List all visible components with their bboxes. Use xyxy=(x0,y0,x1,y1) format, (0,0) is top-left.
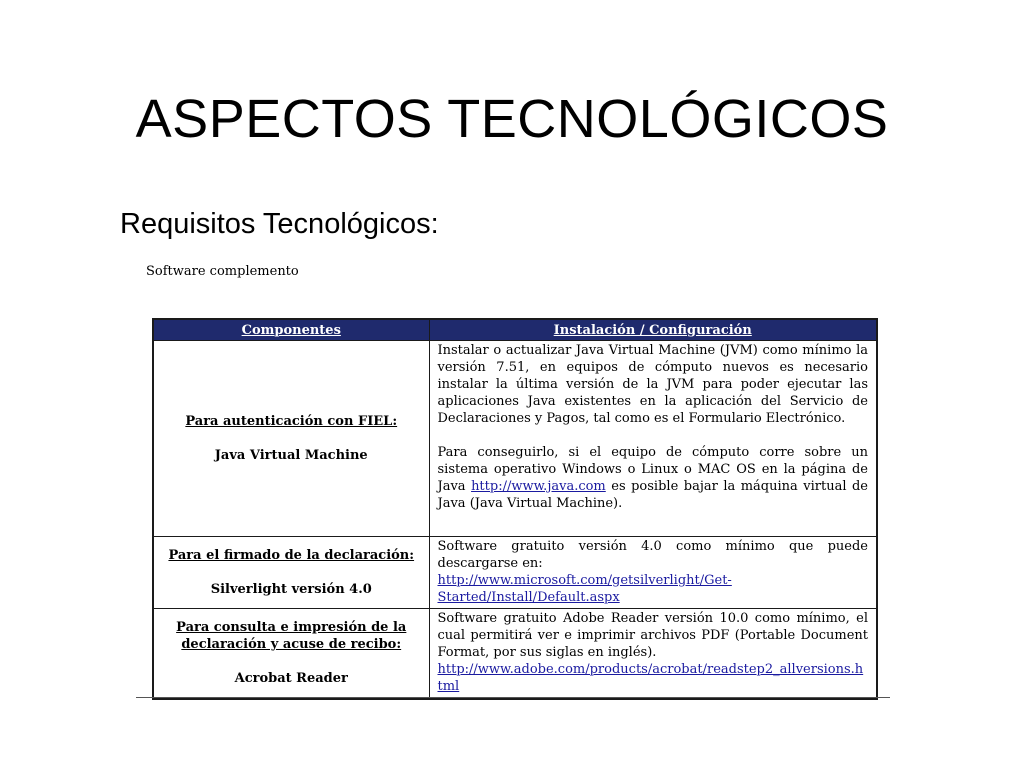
component-heading: Para autenticación con FIEL: xyxy=(185,414,398,429)
component-cell xyxy=(153,537,429,609)
java-link[interactable]: http://www.java.com xyxy=(471,479,606,494)
slide-title: ASPECTOS TECNOLÓGICOS xyxy=(135,89,889,149)
installation-cell xyxy=(429,609,877,699)
installation-cell xyxy=(429,341,877,537)
component-cell xyxy=(153,341,429,537)
bottom-divider xyxy=(136,697,890,698)
slide-subtitle: Requisitos Tecnológicos: xyxy=(120,208,439,240)
component-heading: Para consulta e impresión de la declaración y acuse de recibo: xyxy=(176,620,407,653)
silverlight-link[interactable]: http://www.microsoft.com/getsilverlight/Get-Started/Install/Default.aspx xyxy=(437,573,732,605)
table-row-acrobat xyxy=(153,609,877,699)
component-name: Acrobat Reader xyxy=(234,671,348,687)
component-heading: Para el firmado de la declaración: xyxy=(168,548,415,563)
component-name: Java Virtual Machine xyxy=(214,448,368,463)
requirements-table xyxy=(152,318,878,700)
component-name: Silverlight versión 4.0 xyxy=(210,582,372,597)
installation-cell xyxy=(429,537,877,609)
adobe-link[interactable]: http://www.adobe.com/products/acrobat/readstep2_allversions.html xyxy=(437,662,864,694)
component-cell xyxy=(153,609,429,699)
installation-text: Instalar o actualizar Java Virtual Machine (JVM) como mínimo la versión 7.51, en equipos de cómputo nuevos es necesario instalar la última versión de la JVM para poder ejecutar las aplicaciones Java existentes en la aplicación del Servicio de Declaraciones y Pagos, tal como es el Formulario Electrónico. xyxy=(437,343,868,426)
installation-text: Software gratuito Adobe Reader versión 10.0 como mínimo, el cual permitirá ver e imprimir archivos PDF (Portable Document Format, por sus siglas en inglés). http://www.adobe.com/products/acrobat/readstep2_allversions.html xyxy=(437,611,868,694)
table-row-silverlight xyxy=(153,537,877,609)
installation-text: Software gratuito versión 4.0 como mínimo que puede descargarse en: http://www.microsoft.com/getsilverlight/Get-Started/Install/Default.aspx xyxy=(437,539,868,605)
header-components: Componentes xyxy=(153,319,429,341)
installation-text-2: Para conseguirlo, si el equipo de cómputo corre sobre un sistema operativo Windows o Linux o MAC OS en la página de Java http://www.java.com es posible bajar la máquina virtual de Java (Java Virtual Machine). xyxy=(437,445,868,511)
table-row-fiel xyxy=(153,341,877,537)
table-caption: Software complemento xyxy=(146,264,299,279)
requirements-table-wrapper xyxy=(152,318,876,700)
header-installation: Instalación / Configuración xyxy=(429,319,877,341)
table-header-row xyxy=(153,319,877,341)
